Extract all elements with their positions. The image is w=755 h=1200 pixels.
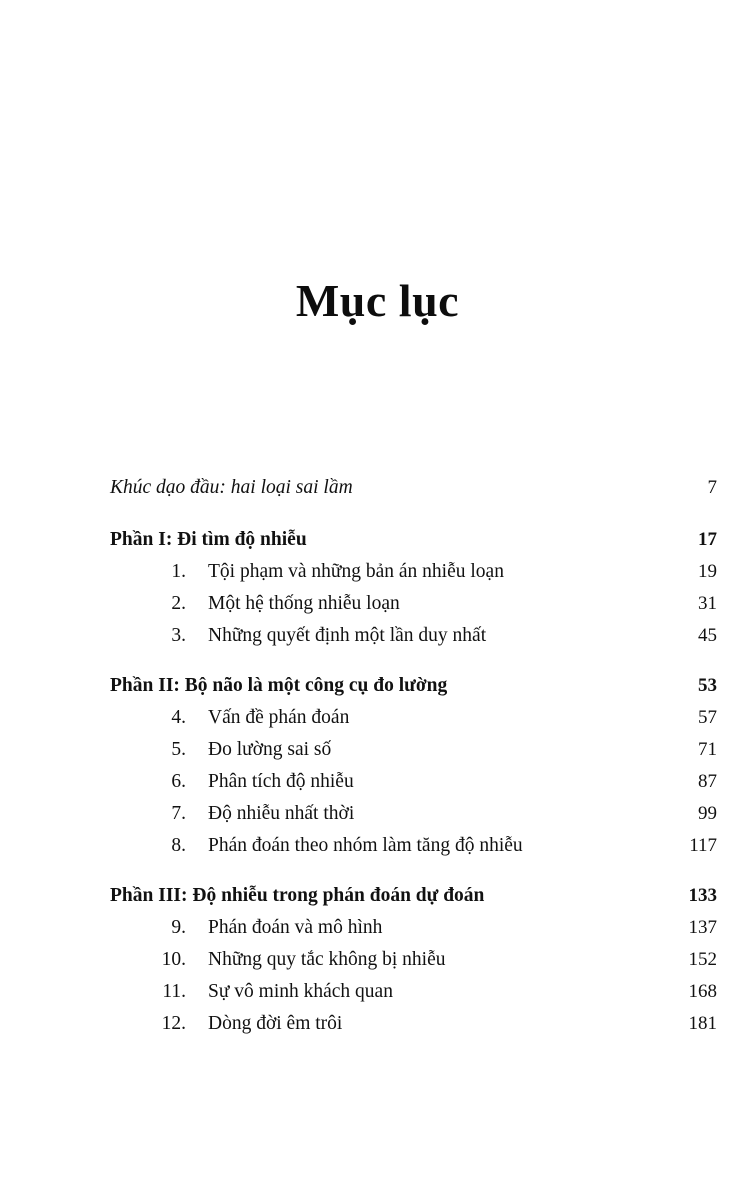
toc-chapter-number: 8. <box>171 834 186 856</box>
toc-chapter-number: 6. <box>171 770 186 792</box>
toc-chapter-page: 117 <box>689 834 717 856</box>
toc-chapter-row[interactable] <box>110 739 717 761</box>
toc-chapter-page: 45 <box>698 624 717 646</box>
toc-chapter-number: 12. <box>161 1012 186 1034</box>
toc-chapter-row[interactable] <box>110 981 717 1003</box>
toc-chapter-number: 11. <box>162 980 186 1002</box>
toc-chapter-page: 19 <box>698 560 717 582</box>
toc-chapter-label: Độ nhiễu nhất thời <box>208 802 355 824</box>
toc-chapter-number: 10. <box>161 948 186 970</box>
toc-entry-page: 7 <box>707 476 717 498</box>
toc-chapter-label: Tội phạm và những bản án nhiễu loạn <box>208 560 504 582</box>
toc-chapter-row[interactable] <box>110 625 717 647</box>
toc-chapter-row[interactable] <box>110 917 717 939</box>
toc-chapter-number: 2. <box>171 592 186 614</box>
toc-part-heading[interactable] <box>110 885 717 907</box>
toc-chapter-page: 71 <box>698 738 717 760</box>
toc-chapter-label: Sự vô minh khách quan <box>208 980 393 1002</box>
toc-chapter-number: 1. <box>171 560 186 582</box>
toc-chapter-label: Một hệ thống nhiễu loạn <box>208 592 400 614</box>
toc-chapter-page: 87 <box>698 770 717 792</box>
toc-chapter-row[interactable] <box>110 835 717 857</box>
toc-chapter-label: Những quyết định một lần duy nhất <box>208 624 487 646</box>
toc-chapter-label: Dòng đời êm trôi <box>208 1012 343 1034</box>
toc-chapter-page: 31 <box>698 592 717 614</box>
toc-part-heading[interactable] <box>110 529 717 551</box>
toc-chapter-label: Phân tích độ nhiễu <box>208 770 354 792</box>
toc-chapter-number: 3. <box>171 624 186 646</box>
toc-chapter-row[interactable] <box>110 803 717 825</box>
toc-chapter-number: 7. <box>171 802 186 824</box>
toc-entry-label: Khúc dạo đầu: hai loại sai lầm <box>110 476 353 498</box>
toc-chapter-row[interactable] <box>110 1013 717 1035</box>
toc-entry-prelude[interactable] <box>110 477 717 499</box>
toc-chapter-page: 99 <box>698 802 717 824</box>
toc-chapter-page: 181 <box>688 1012 717 1034</box>
toc-list <box>0 477 755 1035</box>
toc-chapter-number: 4. <box>171 706 186 728</box>
toc-part-heading[interactable] <box>110 675 717 697</box>
toc-chapter-row[interactable] <box>110 771 717 793</box>
toc-chapter-row[interactable] <box>110 561 717 583</box>
toc-chapter-label: Phán đoán theo nhóm làm tăng độ nhiễu <box>208 834 523 856</box>
toc-chapter-row[interactable] <box>110 949 717 971</box>
toc-chapter-page: 152 <box>688 948 717 970</box>
toc-chapter-label: Vấn đề phán đoán <box>208 706 350 728</box>
toc-chapter-number: 9. <box>171 916 186 938</box>
page-title: Mục lục <box>295 275 460 326</box>
toc-chapter-page: 137 <box>688 916 717 938</box>
toc-part-label: Phần II: Bộ não là một công cụ đo lường <box>110 674 448 696</box>
toc-part-page: 53 <box>698 674 717 696</box>
toc-part-label: Phần I: Đi tìm độ nhiễu <box>110 528 307 550</box>
toc-chapter-number: 5. <box>171 738 186 760</box>
toc-part-page: 133 <box>688 884 717 906</box>
toc-chapter-label: Phán đoán và mô hình <box>208 916 383 938</box>
toc-chapter-row[interactable] <box>110 707 717 729</box>
toc-chapter-page: 168 <box>688 980 717 1002</box>
toc-chapter-page: 57 <box>698 706 717 728</box>
toc-part-page: 17 <box>698 528 717 550</box>
toc-chapter-row[interactable] <box>110 593 717 615</box>
toc-chapter-label: Những quy tắc không bị nhiễu <box>208 948 446 970</box>
toc-part-label: Phần III: Độ nhiễu trong phán đoán dự đoán <box>110 884 485 906</box>
toc-chapter-label: Đo lường sai số <box>208 738 332 760</box>
